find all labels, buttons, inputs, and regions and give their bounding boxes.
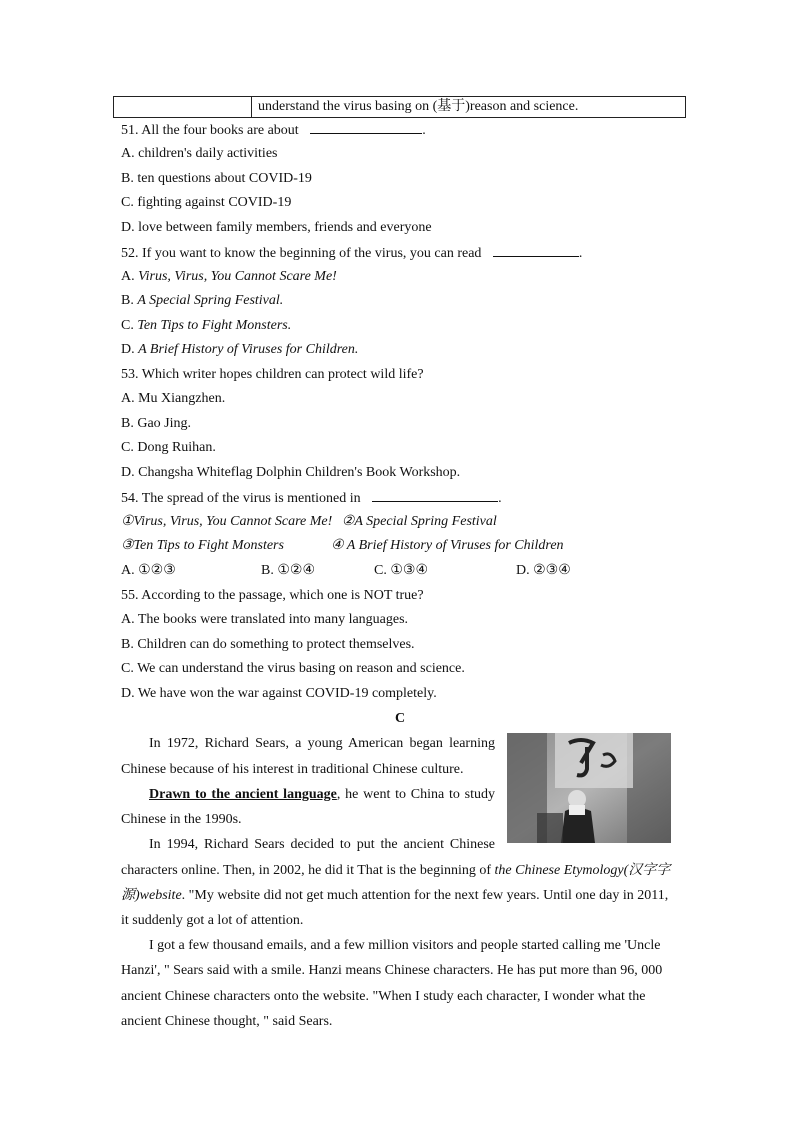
table-continuation <box>113 96 686 118</box>
section-heading: C <box>394 711 406 726</box>
option-d: D. We have won the war against COVID-19 completely. <box>121 686 437 701</box>
passage-text: . "My website did not get much attention for the next few years. Until one day in 2011, <box>181 888 669 903</box>
option-d: D. Changsha Whiteflag Dolphin Children's Book Workshop. <box>121 465 461 480</box>
choice-c: C. ①③④ <box>374 563 428 578</box>
question-54 <box>121 487 502 509</box>
passage-line: Hanzi', " Sears said with a smile. Hanzi means Chinese characters. He has put more than 96, 000 <box>121 963 663 978</box>
passage-text: characters online. Then, in 2002, he did it That is the beginning of <box>121 863 495 878</box>
period: . <box>498 491 502 506</box>
passage-line <box>121 858 681 883</box>
choice-d: D. ②③④ <box>516 563 571 578</box>
book-title: Virus, Virus, You Cannot Scare Me! <box>138 269 337 284</box>
choice-a: A. ①②③ <box>121 563 176 578</box>
answer-blank <box>493 242 579 257</box>
question-53: 53. Which writer hopes children can protect wild life? <box>121 367 424 382</box>
item-row-1 <box>121 512 497 532</box>
option-letter: D. <box>121 342 139 357</box>
passage-line: ancient Chinese thought, " said Sears. <box>121 1014 333 1029</box>
option-d <box>121 340 358 360</box>
question-52 <box>121 242 582 264</box>
answer-blank <box>372 487 498 502</box>
option-c: C. fighting against COVID-19 <box>121 195 292 210</box>
question-stem: 52. If you want to know the beginning of the virus, you can read <box>121 246 482 261</box>
passage-text: I got a few thousand emails, and a few million visitors and people started calling me 'Uncle <box>149 938 661 953</box>
item-2: ②A Special Spring Festival <box>341 514 497 529</box>
photo-of-man-with-calligraphy <box>507 733 671 843</box>
item-row-2 <box>121 536 564 556</box>
question-55: 55. According to the passage, which one is NOT true? <box>121 588 424 603</box>
option-a <box>121 267 337 287</box>
option-b <box>121 291 283 311</box>
table-row <box>114 97 686 118</box>
answer-blank <box>310 119 422 134</box>
question-51 <box>121 119 426 141</box>
question-stem: 54. The spread of the virus is mentioned in <box>121 491 361 506</box>
passage-line <box>121 933 681 958</box>
option-letter: B. <box>121 293 138 308</box>
item-4: ④ A Brief History of Viruses for Children <box>331 538 564 553</box>
question-stem: 51. All the four books are about <box>121 123 299 138</box>
website-name: the Chinese Etymology(汉字字 <box>494 863 671 878</box>
option-letter: C. <box>121 318 138 333</box>
option-b: B. Children can do something to protect themselves. <box>121 637 415 652</box>
option-c: C. Dong Ruihan. <box>121 440 216 455</box>
option-a: A. The books were translated into many languages. <box>121 612 409 627</box>
passage-line: ancient Chinese characters onto the website. "When I study each character, I wonder what the <box>121 989 646 1004</box>
table-cell-text: understand the virus basing on (基于)reason and science. <box>252 97 686 118</box>
option-a: A. children's daily activities <box>121 146 278 161</box>
item-1: ①Virus, Virus, You Cannot Scare Me! <box>121 514 333 529</box>
book-title: A Brief History of Viruses for Children. <box>138 342 359 357</box>
period: . <box>422 123 426 138</box>
table-cell-empty <box>114 97 252 118</box>
period: . <box>578 246 583 261</box>
book-title: A Special Spring Festival. <box>137 293 284 308</box>
option-letter: A. <box>121 269 139 284</box>
option-b: B. ten questions about COVID-19 <box>121 171 312 186</box>
passage-line: Chinese because of his interest in traditional Chinese culture. <box>121 762 464 777</box>
underlined-phrase: Drawn to the ancient language <box>149 787 337 802</box>
option-c <box>121 316 291 336</box>
choice-b: B. ①②④ <box>261 563 315 578</box>
passage-text: , he went to China to study <box>336 787 495 802</box>
option-d: D. love between family members, friends and everyone <box>121 220 432 235</box>
passage-text: In 1972, Richard Sears, a young American began learning <box>149 736 495 751</box>
passage-line: it suddenly got a lot of attention. <box>121 913 304 928</box>
item-3: ③Ten Tips to Fight Monsters <box>121 538 284 553</box>
passage-line <box>121 782 495 807</box>
option-a: A. Mu Xiangzhen. <box>121 391 226 406</box>
option-b: B. Gao Jing. <box>121 416 191 431</box>
passage-line <box>121 883 681 908</box>
book-title: Ten Tips to Fight Monsters. <box>137 318 292 333</box>
option-c: C. We can understand the virus basing on reason and science. <box>121 661 465 676</box>
passage-line <box>121 731 495 756</box>
passage-text: In 1994, Richard Sears decided to put the ancient Chinese <box>149 837 495 852</box>
passage-line <box>121 832 495 857</box>
website-name: 源)website <box>121 888 182 903</box>
passage-line: Chinese in the 1990s. <box>121 812 242 827</box>
